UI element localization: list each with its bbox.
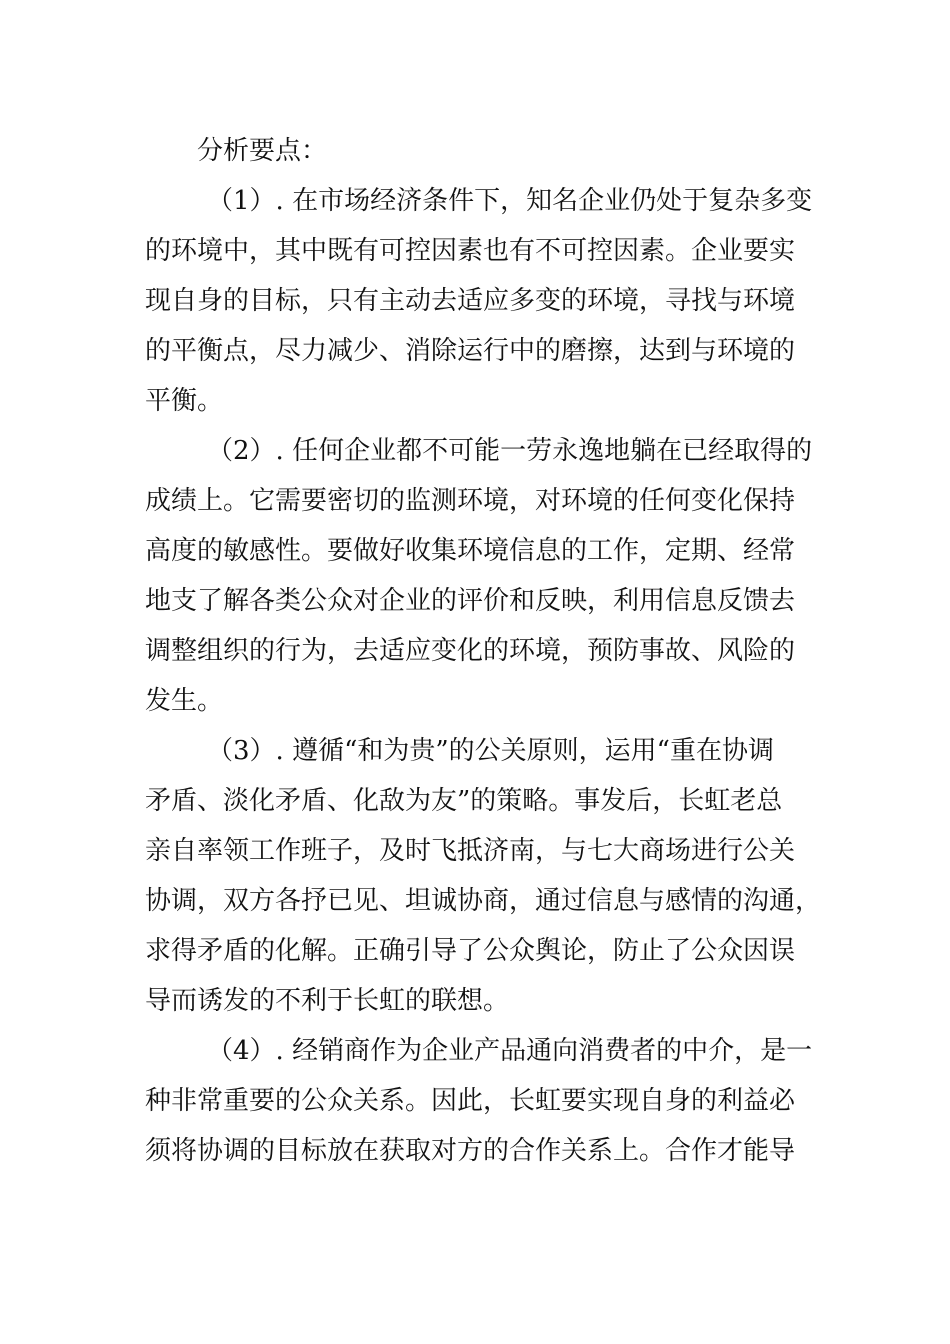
paragraph-1-line-4: 的平衡点，尽力减少、消除运行中的磨擦，达到与环境的: [145, 336, 796, 366]
paragraph-3-line-6: 导而诱发的不利于长虹的联想。: [145, 986, 510, 1016]
paragraph-4-line-3: 须将协调的目标放在获取对方的合作关系上。合作才能导: [145, 1136, 796, 1166]
paragraph-2-line-5: 调整组织的行为，去适应变化的环境，预防事故、风险的: [145, 636, 796, 666]
paragraph-1-line-5: 平衡。: [145, 386, 224, 416]
paragraph-2-line-6: 发生。: [145, 686, 224, 716]
paragraph-3-line-2: 矛盾、淡化矛盾、化敌为友”的策略。事发后，长虹老总: [145, 786, 783, 816]
paragraph-3-line-1: （3）. 遵循“和为贵”的公关原则，运用“重在协调: [207, 736, 774, 766]
paragraph-3-line-5: 求得矛盾的化解。正确引导了公众舆论，防止了公众因误: [145, 936, 796, 966]
paragraph-4-line-2: 种非常重要的公众关系。因此，长虹要实现自身的利益必: [145, 1086, 796, 1116]
section-heading: 分析要点：: [197, 136, 328, 166]
paragraph-2-line-4: 地支了解各类公众对企业的评价和反映，利用信息反馈去: [145, 586, 796, 616]
paragraph-3-line-3: 亲自率领工作班子，及时飞抵济南，与七大商场进行公关: [145, 836, 796, 866]
paragraph-2-line-3: 高度的敏感性。要做好收集环境信息的工作，定期、经常: [145, 536, 796, 566]
paragraph-4-line-1: （4）. 经销商作为企业产品通向消费者的中介，是一: [207, 1036, 813, 1066]
paragraph-3-line-4: 协调，双方各抒已见、坦诚协商，通过信息与感情的沟通，: [145, 886, 822, 916]
paragraph-2-line-2: 成绩上。它需要密切的监测环境，对环境的任何变化保持: [145, 486, 796, 516]
paragraph-1-line-1: （1）. 在市场经济条件下，知名企业仍处于复杂多变: [207, 186, 813, 216]
paragraph-2-line-1: （2）. 任何企业都不可能一劳永逸地躺在已经取得的: [207, 436, 813, 466]
paragraph-1-line-3: 现自身的目标，只有主动去适应多变的环境，寻找与环境: [145, 286, 796, 316]
paragraph-1-line-2: 的环境中，其中既有可控因素也有不可控因素。企业要实: [145, 236, 796, 266]
